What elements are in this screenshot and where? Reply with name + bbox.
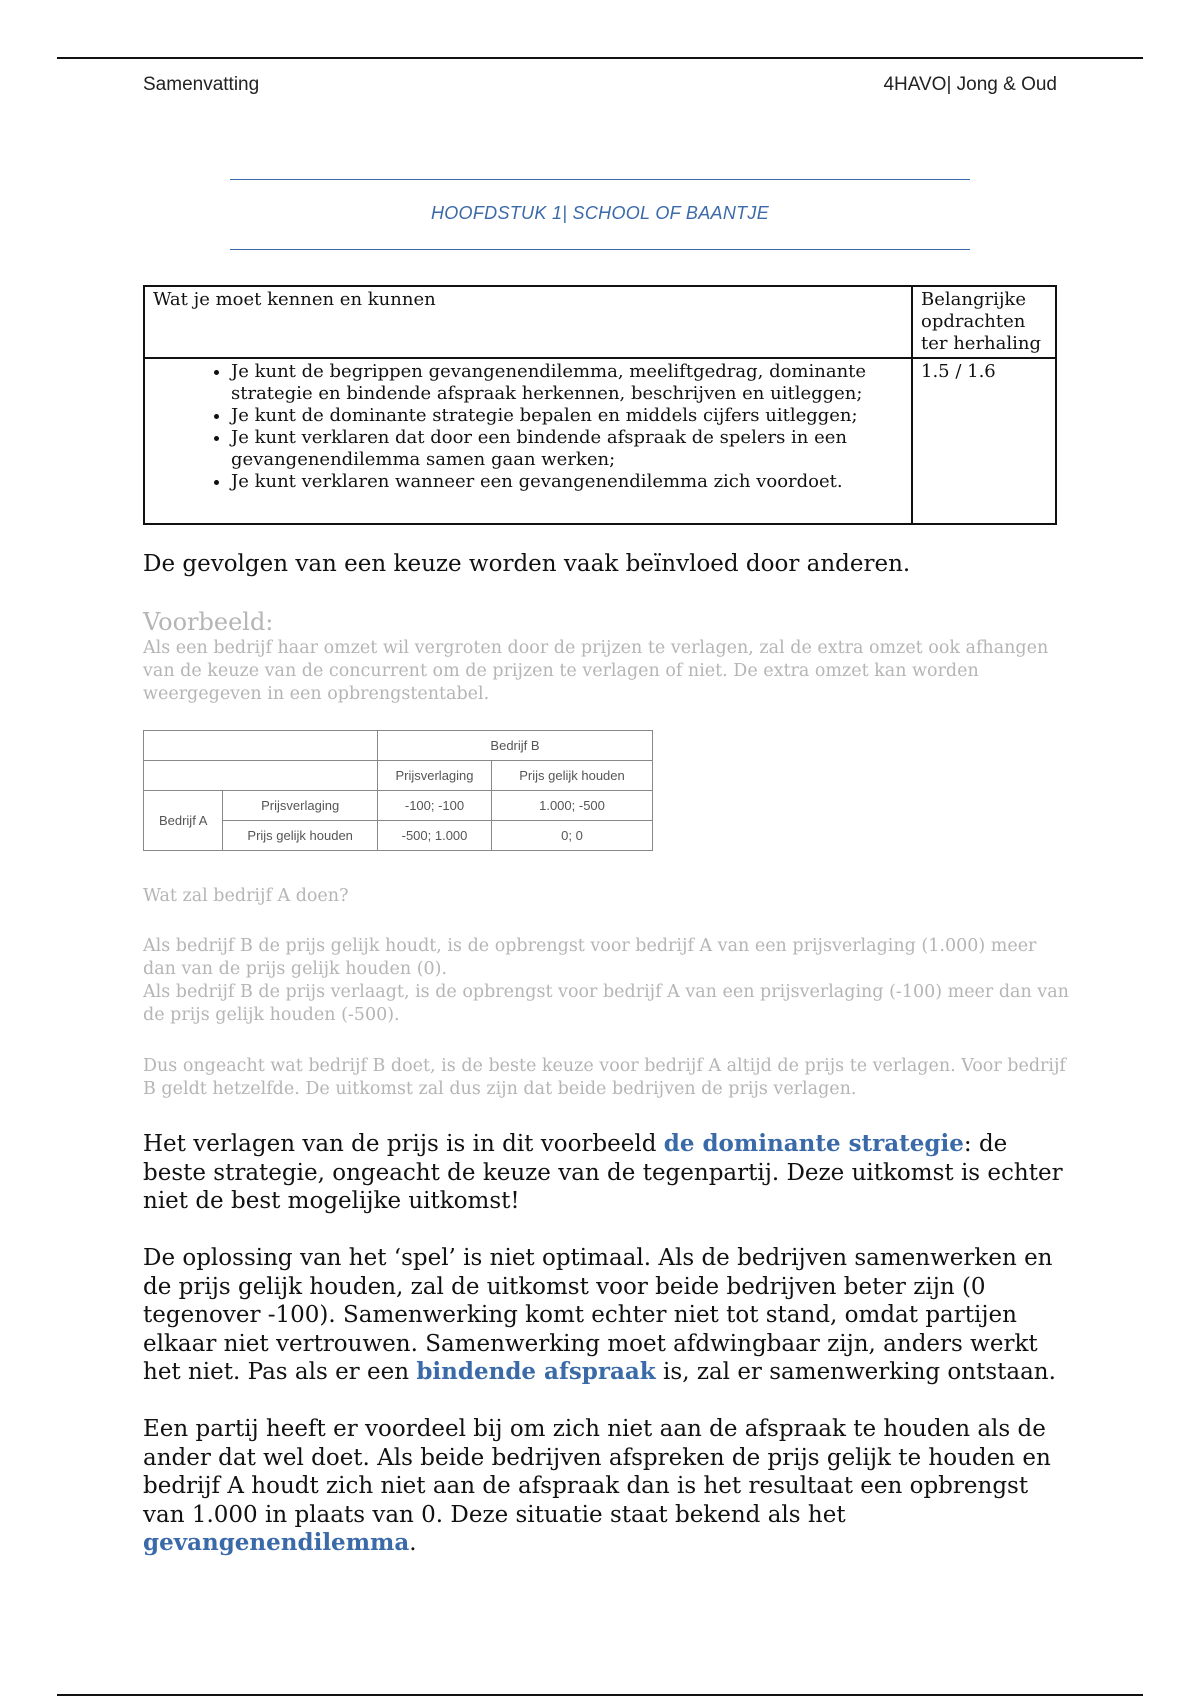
para1-before: Het verlagen van de prijs is in dit voorbeeld <box>143 1131 664 1157</box>
footer-rule <box>57 1694 1143 1696</box>
example-text: Als een bedrijf haar omzet wil vergroten door de prijzen te verlagen, zal de extra omzet ook afhangen van de keuze van de concurrent om de prijzen te verlagen of niet. De extra omzet kan worden weergegeven in een opbrengstentabel. <box>143 638 1049 704</box>
para3-after: . <box>409 1530 417 1556</box>
col-strategy-2: Prijs gelijk houden <box>492 761 653 791</box>
goals-list <box>153 361 903 493</box>
payoff-corner-lower <box>144 761 378 791</box>
col-player-label: Bedrijf B <box>378 731 653 761</box>
page-header <box>143 74 1057 98</box>
payoff-table <box>143 730 653 851</box>
para2-after: is, zal er samenwerking ontstaan. <box>655 1359 1056 1385</box>
payoff-corner <box>144 731 378 761</box>
question-text: Wat zal bedrijf A doen? <box>143 886 349 906</box>
goal-item: • Je kunt verklaren dat door een bindende afspraak de spelers in een gevangenendilemma samen gaan werken; <box>231 427 903 471</box>
example-title: Voorbeeld: <box>143 608 274 636</box>
col-strategy-1: Prijsverlaging <box>378 761 492 791</box>
conclusion-text: Dus ongeacht wat bedrijf B doet, is de beste keuze voor bedrijf A altijd de prijs te verlagen. Voor bedrijf B geldt hetzelfde. De uitkomst zal dus zijn dat beide bedrijven de prijs verlagen. <box>143 1056 1066 1099</box>
goal-item: • Je kunt de begrippen gevangenendilemma, meeliftgedrag, dominante strategie en bindende afspraak herkennen, beschrijven en uitleggen; <box>231 361 903 405</box>
analysis-2: Als bedrijf B de prijs verlaagt, is de opbrengst voor bedrijf A van een prijsverlaging (-100) meer dan van de prijs gelijk houden (-500). <box>143 982 1069 1025</box>
payoff-cell: -500; 1.000 <box>378 821 492 851</box>
goal-item: • Je kunt verklaren wanneer een gevangenendilemma zich voordoet. <box>231 471 903 493</box>
learning-goals-table <box>143 285 1057 525</box>
para1-after: : de beste strategie, ongeacht de keuze van de tegenpartij. Deze uitkomst is echter niet de best mogelijke uitkomst! <box>143 1131 1063 1214</box>
chapter-rule-top <box>230 179 970 180</box>
para3-before: Een partij heeft er voordeel bij om zich niet aan de afspraak te houden als de ander dat wel doet. Als beide bedrijven afspreken de prijs gelijk te houden en bedrijf A houdt zich niet aan de afspraak dan is het resultaat een opbrengst van 1.000 in plaats van 0. Deze situatie staat bekend als het <box>143 1416 1051 1528</box>
term-dominant-strategy: de dominante strategie <box>663 1130 964 1157</box>
term-binding-agreement: bindende afspraak <box>416 1358 656 1385</box>
header-rule-top <box>57 57 1143 59</box>
payoff-cell: 0; 0 <box>492 821 653 851</box>
goals-header-cell: Wat je moet kennen en kunnen <box>144 286 912 358</box>
payoff-cell: -100; -100 <box>378 791 492 821</box>
exercises-header-cell: Belangrijke opdrachten ter herhaling <box>912 286 1056 358</box>
payoff-cell: 1.000; -500 <box>492 791 653 821</box>
para2-before: De oplossing van het ‘spel’ is niet optimaal. Als de bedrijven samenwerken en de prijs gelijk houden, zal de uitkomst voor beide bedrijven beter zijn (0 tegenover -100). Samenwerking komt echter niet tot stand, omdat partijen elkaar niet vertrouwen. Samenwerking moet afdwingbaar zijn, anders werkt het niet. Pas als er een <box>143 1245 1053 1385</box>
header-right: 4HAVO| Jong & Oud <box>883 74 1057 95</box>
goal-item: • Je kunt de dominante strategie bepalen en middels cijfers uitleggen; <box>231 405 903 427</box>
paragraph-prisoners-dilemma <box>143 1415 1063 1558</box>
goals-list-cell <box>144 358 912 524</box>
chapter-title: HOOFDSTUK 1| SCHOOL OF BAANTJE <box>430 203 770 223</box>
chapter-rule-bottom <box>230 249 970 250</box>
row-strategy-1: Prijsverlaging <box>223 791 378 821</box>
analysis-1: Als bedrijf B de prijs gelijk houdt, is de opbrengst voor bedrijf A van een prijsverlaging (1.000) meer dan van de prijs gelijk houden (0). <box>143 936 1037 979</box>
paragraph-dominant-strategy <box>143 1130 1063 1216</box>
header-left: Samenvatting <box>143 74 260 95</box>
exercises-cell: 1.5 / 1.6 <box>912 358 1056 524</box>
term-prisoners-dilemma: gevangenendilemma <box>143 1529 410 1556</box>
intro-sentence: De gevolgen van een keuze worden vaak beïnvloed door anderen. <box>143 551 911 577</box>
row-player-label: Bedrijf A <box>144 791 223 851</box>
row-strategy-2: Prijs gelijk houden <box>223 821 378 851</box>
paragraph-binding-agreement <box>143 1244 1063 1387</box>
